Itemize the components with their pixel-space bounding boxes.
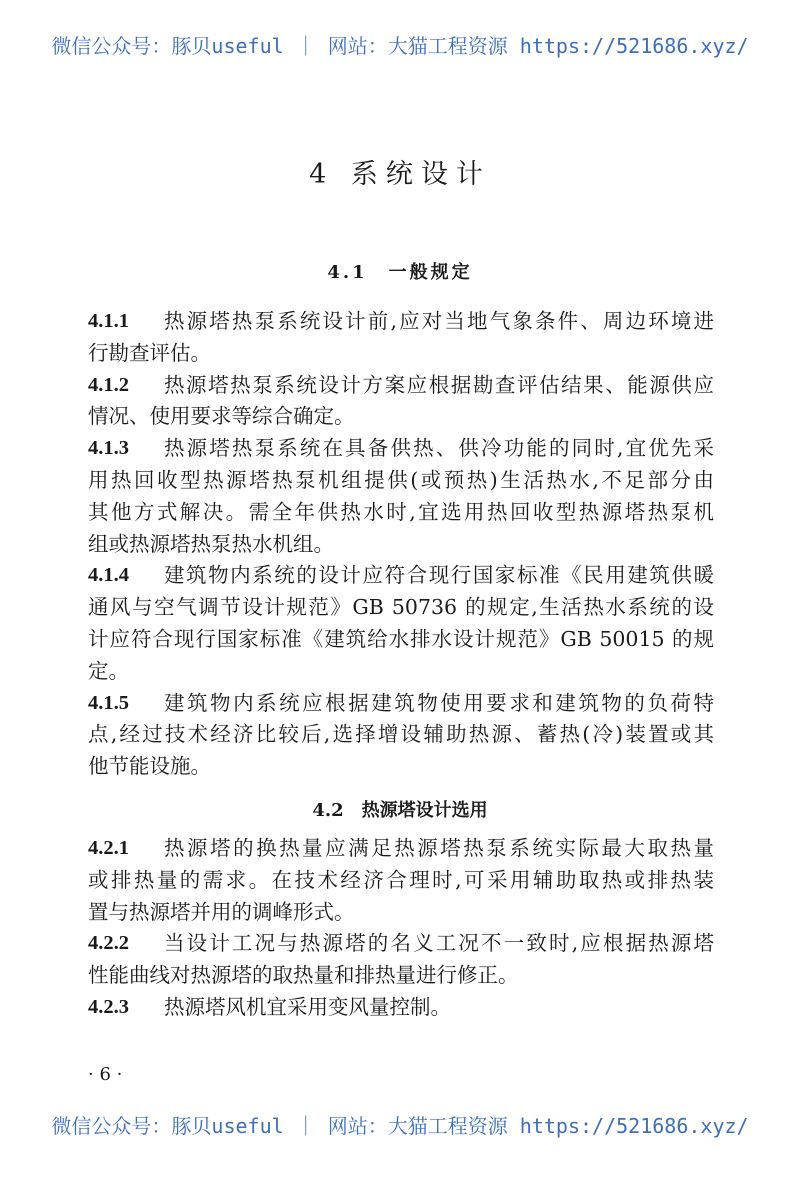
clause-text: 组或热源塔热泵热水机组。 (88, 531, 334, 556)
clause-text: 热源塔热泵系统在具备供热、供冷功能的同时,宜优先采 (164, 436, 714, 461)
clause-text: 行勘查评估。 (88, 340, 211, 365)
clause-line (88, 751, 714, 783)
clause-text: 定。 (88, 658, 129, 683)
clause-line (88, 306, 714, 338)
section-heading-4-1: 4.1 一般规定 (327, 262, 473, 283)
clause-text: 置与热源塔并用的调峰形式。 (88, 899, 355, 924)
clause-text: 情况、使用要求等综合确定。 (88, 404, 355, 429)
clause-text: 通风与空气调节设计规范》GB 50736 的规定,生活热水系统的设 (88, 595, 714, 620)
clause-line (88, 719, 714, 751)
clause-line (88, 992, 714, 1024)
clause-number: 4.2.2 (88, 932, 129, 955)
page-number: · 6 · (88, 1064, 123, 1085)
clause-text: 计应符合现行国家标准《建筑给水排水设计规范》GB 50015 的规 (88, 626, 714, 651)
clause-line (88, 433, 714, 465)
watermark-bottom: 微信公众号：豚贝useful ｜ 网站：大猫工程资源 https://521686.xyz/ (51, 1114, 749, 1138)
clause-line (88, 928, 714, 960)
clause-number: 4.1.2 (88, 373, 129, 396)
clause-line (88, 624, 714, 656)
section-heading-4-2: 4.2 热源塔设计选用 (312, 799, 488, 821)
clause-line (88, 688, 714, 720)
clause-text: 热源塔热泵系统设计方案应根据勘查评估结果、能源供应 (164, 372, 714, 397)
clause-line (88, 338, 714, 370)
clause-line (88, 560, 714, 592)
clause-text: 性能曲线对热源塔的取热量和排热量进行修正。 (88, 963, 519, 988)
clause-line (88, 370, 714, 402)
clause-number: 4.1.3 (88, 437, 129, 460)
clause-text: 热源塔风机宜采用变风量控制。 (164, 994, 451, 1019)
clause-line (88, 960, 714, 992)
clause-text: 其他方式解决。需全年供热水时,宜选用热回收型热源塔热泵机 (88, 499, 714, 524)
clause-line (88, 833, 714, 865)
clause-line (88, 529, 714, 561)
clause-number: 4.2.3 (88, 995, 129, 1018)
clause-text: 热源塔的换热量应满足热源塔热泵系统实际最大取热量 (164, 835, 714, 860)
clause-line (88, 497, 714, 529)
clause-line (88, 865, 714, 897)
clause-number: 4.1.1 (88, 310, 129, 332)
clause-text: 热源塔热泵系统设计前,应对当地气象条件、周边环境进 (164, 309, 714, 333)
document-body (88, 306, 714, 1024)
clause-line (88, 592, 714, 624)
clause-number: 4.1.4 (88, 564, 129, 587)
clause-text: 用热回收型热源塔热泵机组提供(或预热)生活热水,不足部分由 (88, 467, 714, 492)
clause-number: 4.2.1 (88, 836, 129, 859)
clause-line (88, 401, 714, 433)
clause-text: 或排热量的需求。在技术经济合理时,可采用辅助取热或排热装 (88, 867, 714, 892)
clause-text: 建筑物内系统应根据建筑物使用要求和建筑物的负荷特 (164, 690, 714, 715)
clause-text: 建筑物内系统的设计应符合现行国家标准《民用建筑供暖 (164, 563, 714, 588)
watermark-top: 微信公众号：豚贝useful ｜ 网站：大猫工程资源 https://521686.xyz/ (51, 34, 749, 58)
clause-text: 点,经过技术经济比较后,选择增设辅助热源、蓄热(冷)装置或其 (88, 722, 714, 747)
clause-line (88, 656, 714, 688)
clause-text: 他节能设施。 (88, 754, 211, 779)
chapter-title: 4 系统设计 (309, 159, 491, 190)
clause-number: 4.1.5 (88, 691, 129, 714)
clause-line (88, 897, 714, 929)
clause-line (88, 465, 714, 497)
clause-text: 当设计工况与热源塔的名义工况不一致时,应根据热源塔 (164, 931, 714, 956)
